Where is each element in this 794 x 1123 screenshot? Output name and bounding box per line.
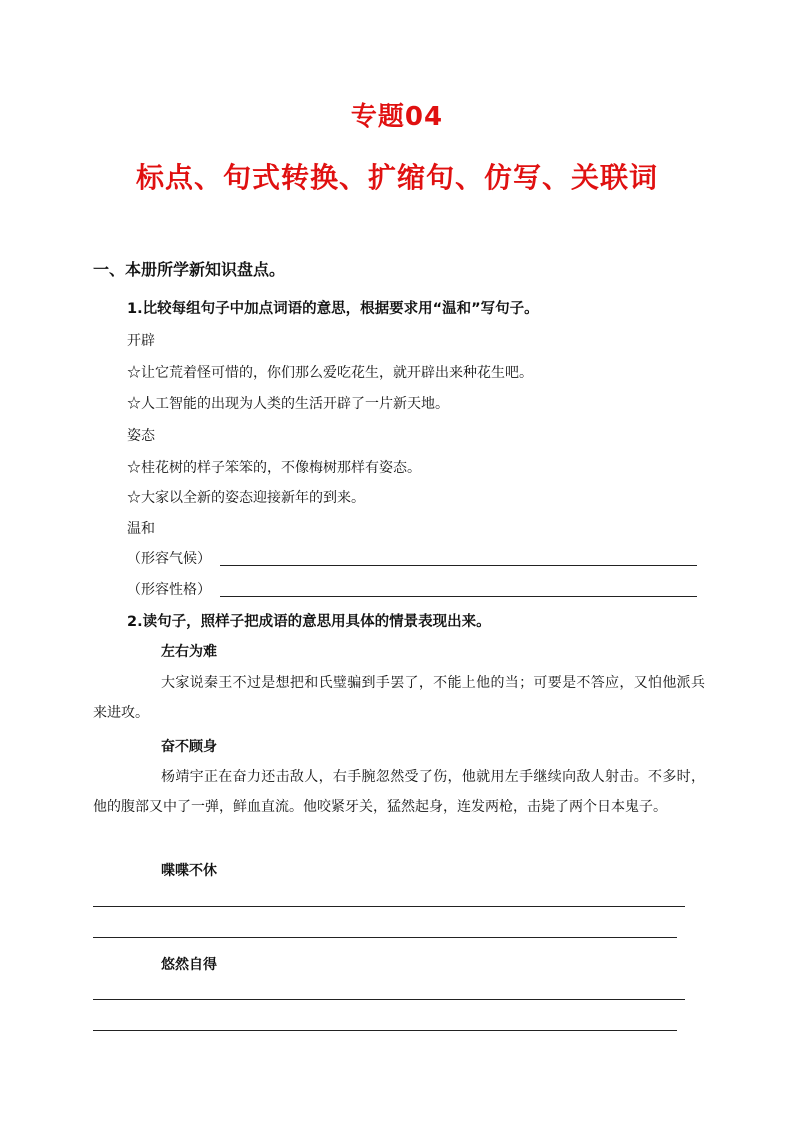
example-paragraph: 大家说秦王不过是想把和氏璧骗到手罢了，不能上他的当；可要是不答应，又怕他派兵来进攻。	[93, 675, 705, 721]
word-kaipi: 开辟	[127, 333, 155, 349]
word-wenhe: 温和	[127, 521, 155, 537]
section-heading: 一、本册所学新知识盘点。	[93, 260, 286, 279]
example-idiom: 奋不顾身	[161, 739, 217, 755]
question-1-prompt: 1.比较每组句子中加点词语的意思，根据要求用“温和”写句子。	[127, 301, 539, 317]
example-sentence: ☆人工智能的出现为人类的生活开辟了一片新天地。	[127, 396, 449, 412]
page-title: 专题04	[350, 102, 444, 132]
blank-climate-line[interactable]	[220, 565, 697, 566]
example-sentence: ☆桂花树的样子笨笨的，不像梅树那样有姿态。	[127, 460, 421, 476]
word-zitai: 姿态	[127, 428, 155, 444]
example-sentence: ☆大家以全新的姿态迎接新年的到来。	[127, 490, 365, 506]
task-idiom: 悠然自得	[161, 957, 217, 973]
answer-line[interactable]	[93, 937, 677, 938]
answer-line[interactable]	[93, 999, 685, 1000]
example-idiom: 左右为难	[161, 644, 217, 660]
answer-line[interactable]	[93, 1030, 677, 1031]
answer-line[interactable]	[93, 906, 685, 907]
page-subtitle: 标点、句式转换、扩缩句、仿写、关联词	[135, 161, 658, 194]
example-sentence: ☆让它荒着怪可惜的，你们那么爱吃花生，就开辟出来种花生吧。	[127, 365, 533, 381]
blank-personality-line[interactable]	[220, 596, 697, 597]
example-paragraph: 杨靖宇正在奋力还击敌人，右手腕忽然受了伤，他就用左手继续向敌人射击。不多时，他的腹部又中了一弹，鲜血直流。他咬紧牙关，猛然起身，连发两枪，击毙了两个日本鬼子。	[93, 769, 705, 815]
blank-personality-label: （形容性格）	[127, 582, 211, 598]
task-idiom: 喋喋不休	[161, 863, 217, 879]
blank-climate-label: （形容气候）	[127, 551, 211, 567]
question-2-prompt: 2.读句子，照样子把成语的意思用具体的情景表现出来。	[127, 614, 491, 630]
